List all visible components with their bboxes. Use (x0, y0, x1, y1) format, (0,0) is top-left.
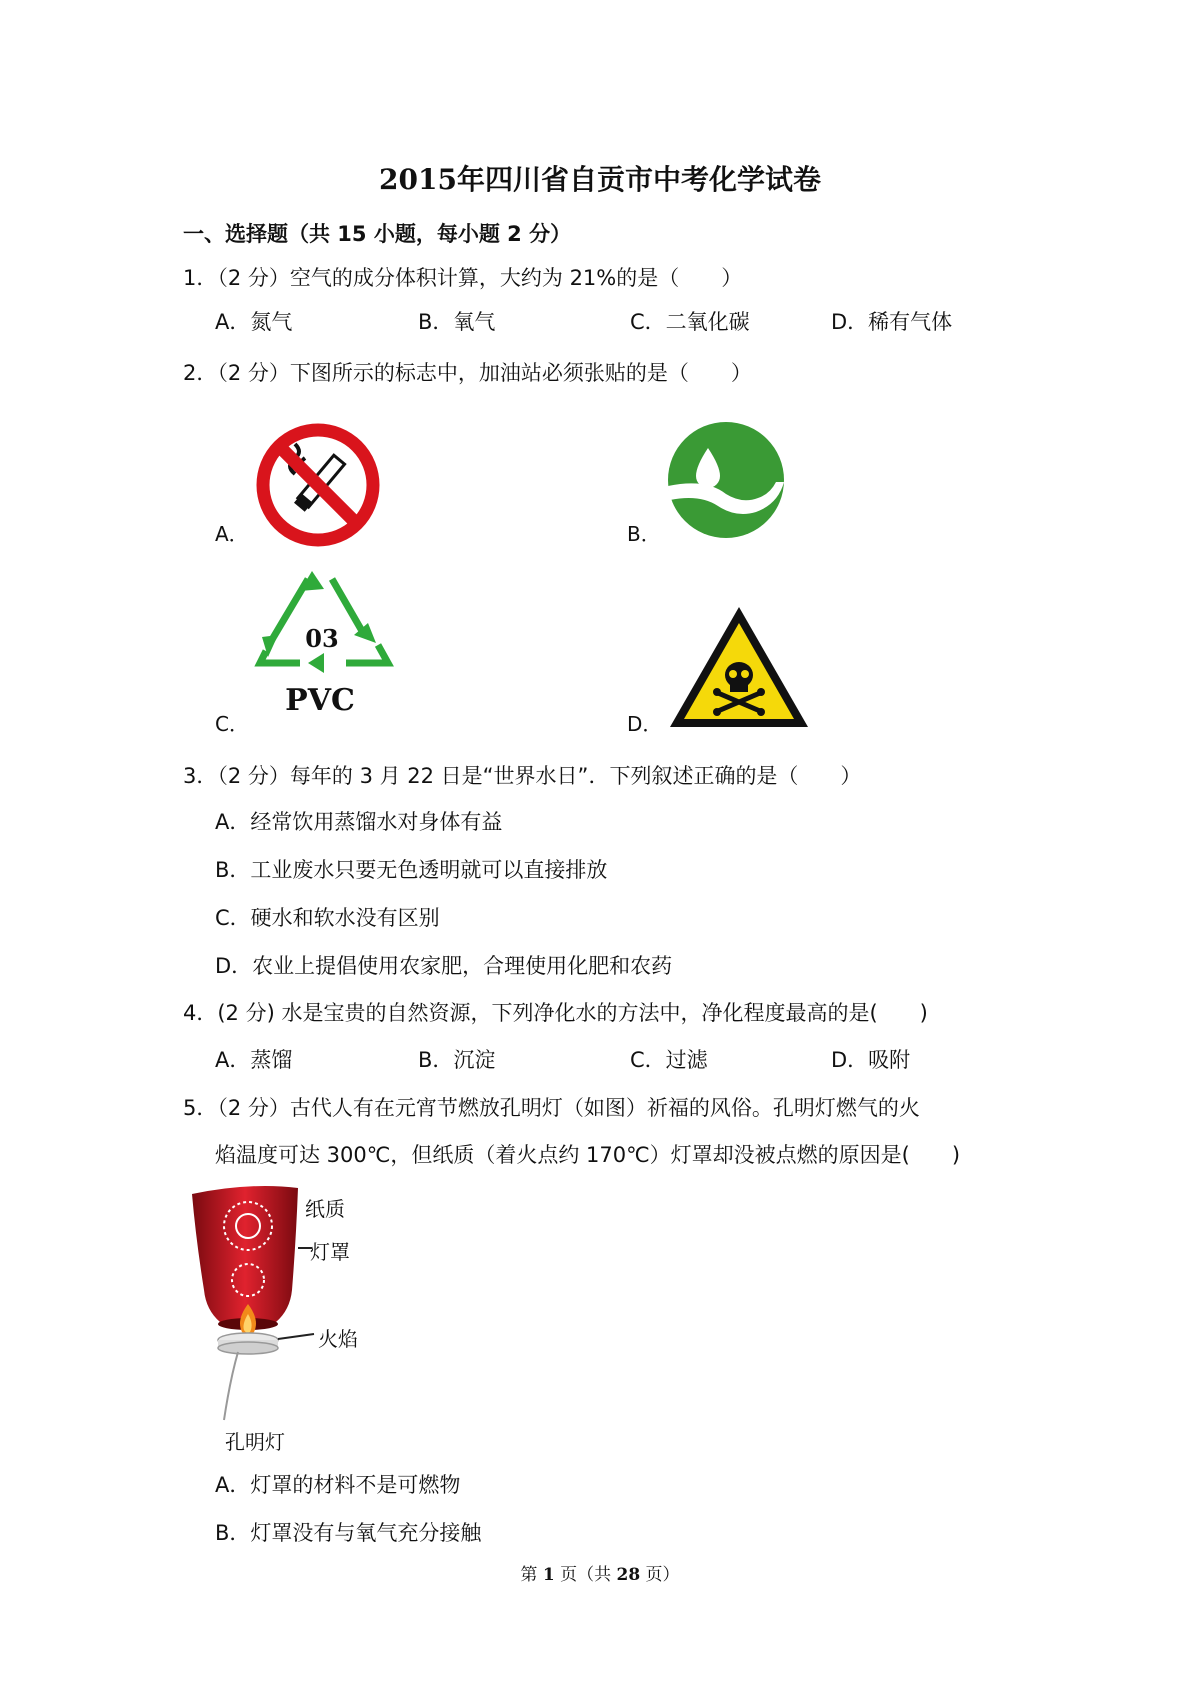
recycle-material: PVC (285, 683, 355, 718)
question-4-option-c: C．过滤 (630, 1048, 708, 1072)
question-1-option-b: B．氧气 (418, 310, 496, 334)
figure-label-lamp: 孔明灯 (225, 1430, 285, 1454)
question-3-option-b: B．工业废水只要无色透明就可以直接排放 (215, 858, 608, 882)
footer-suffix: 页） (640, 1565, 680, 1585)
question-1-stem: 1．（2 分）空气的成分体积计算，大约为 21%的是（ ） (183, 266, 743, 290)
recycle-code: 03 (305, 624, 339, 653)
footer-total-pages: 28 (616, 1565, 641, 1585)
question-5-option-a: A．灯罩的材料不是可燃物 (215, 1473, 461, 1497)
figure-label-flame: 火焰 (318, 1327, 358, 1351)
page-title: 2015年四川省自贡市中考化学试卷 (379, 163, 821, 196)
sky-lantern-figure (180, 1180, 400, 1450)
recycle-pvc-icon (250, 565, 395, 718)
question-3-option-c: C．硬水和软水没有区别 (215, 906, 440, 930)
question-2-label-a: A． (215, 522, 249, 546)
water-saving-icon (666, 420, 786, 540)
question-4-option-a: A．蒸馏 (215, 1048, 293, 1072)
question-5-option-b: B．灯罩没有与氧气充分接触 (215, 1521, 482, 1545)
page-footer (0, 1560, 1200, 1585)
poison-warning-icon (666, 603, 812, 731)
footer-prefix: 第 (520, 1565, 543, 1585)
footer-page-number: 1 (542, 1565, 555, 1585)
question-2-label-c: C． (215, 712, 249, 736)
question-5-stem-line1: 5．（2 分）古代人有在元宵节燃放孔明灯（如图）祈福的风俗。孔明灯燃气的火 (183, 1096, 920, 1120)
question-4-stem: 4．(2 分) 水是宝贵的自然资源，下列净化水的方法中，净化程度最高的是( ) (183, 1001, 928, 1025)
footer-middle: 页（共 (554, 1565, 617, 1585)
question-3-option-a: A．经常饮用蒸馏水对身体有益 (215, 810, 503, 834)
question-3-option-d: D．农业上提倡使用农家肥，合理使用化肥和农药 (215, 954, 673, 978)
question-2-stem: 2．（2 分）下图所示的标志中，加油站必须张贴的是（ ） (183, 361, 752, 385)
section-heading: 一、选择题（共 15 小题，每小题 2 分） (183, 222, 572, 246)
question-1-option-c: C．二氧化碳 (630, 310, 750, 334)
question-5-stem-line2: 焰温度可达 300℃，但纸质（着火点约 170℃）灯罩却没被点燃的原因是( ) (215, 1143, 961, 1167)
figure-label-shade: 灯罩 (310, 1240, 350, 1264)
figure-label-paper: 纸质 (305, 1197, 345, 1221)
question-4-option-b: B．沉淀 (418, 1048, 496, 1072)
question-2-label-b: B． (627, 522, 661, 546)
question-3-stem: 3．（2 分）每年的 3 月 22 日是“世界水日”．下列叙述正确的是（ ） (183, 764, 862, 788)
question-1-option-a: A．氮气 (215, 310, 293, 334)
question-1-option-d: D．稀有气体 (831, 310, 953, 334)
question-4-option-d: D．吸附 (831, 1048, 911, 1072)
no-smoking-icon (255, 422, 381, 548)
question-2-label-d: D． (627, 712, 663, 736)
